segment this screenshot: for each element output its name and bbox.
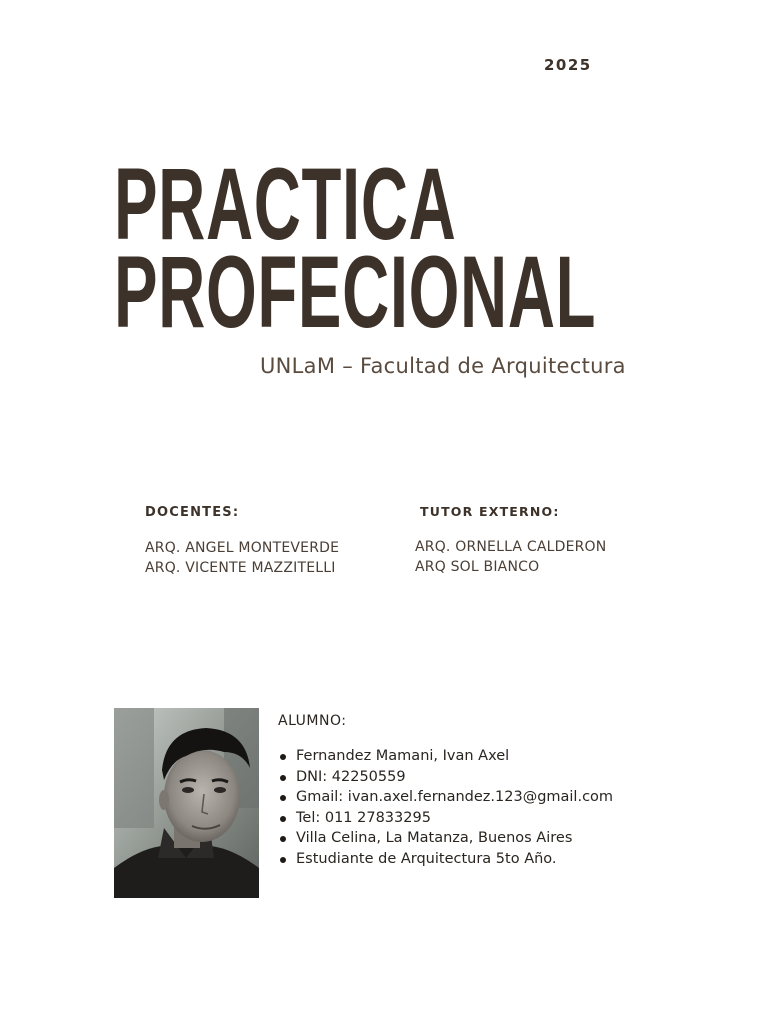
alumno-email: Gmail: ivan.axel.fernandez.123@gmail.com [296,789,614,805]
year-label: 2025 [544,56,592,74]
list-item [278,828,613,849]
list-item [278,787,613,808]
docentes-heading: DOCENTES: [145,505,240,520]
list-item [278,808,613,829]
tutor-name: ARQ SOL BIANCO [415,559,540,575]
tutor-list [415,537,606,577]
alumno-dni: DNI: 42250559 [296,768,406,785]
docente-name: ARQ. ANGEL MONTEVERDE [145,540,340,556]
bullet-icon [280,857,286,863]
list-item [278,767,613,788]
docente-name: ARQ. VICENTE MAZZITELLI [145,560,336,576]
title-line-2: PROFECIONAL [114,235,597,349]
bullet-icon [280,816,286,822]
alumno-name: Fernandez Mamani, Ivan Axel [296,748,510,764]
list-item [278,849,613,870]
bullet-icon [280,754,286,760]
bullet-icon [280,775,286,781]
list-item [278,746,613,767]
alumno-phone: Tel: 011 27833295 [296,809,431,826]
tutor-name: ARQ. ORNELLA CALDERON [415,539,607,555]
alumno-details-list [278,746,613,869]
tutor-heading: TUTOR EXTERNO: [420,504,560,519]
bullet-icon [280,836,286,842]
alumno-location: Villa Celina, La Matanza, Buenos Aires [296,830,573,846]
title-line-1: PRACTICA [114,147,457,261]
docentes-list [145,538,339,578]
alumno-label: ALUMNO: [278,713,347,729]
alumno-studies: Estudiante de Arquitectura 5to Año. [296,850,557,867]
institution-subtitle: UNLaM – Facultad de Arquitectura [260,354,626,378]
document-title [114,147,768,349]
bullet-icon [280,795,286,801]
student-photo [114,708,259,898]
